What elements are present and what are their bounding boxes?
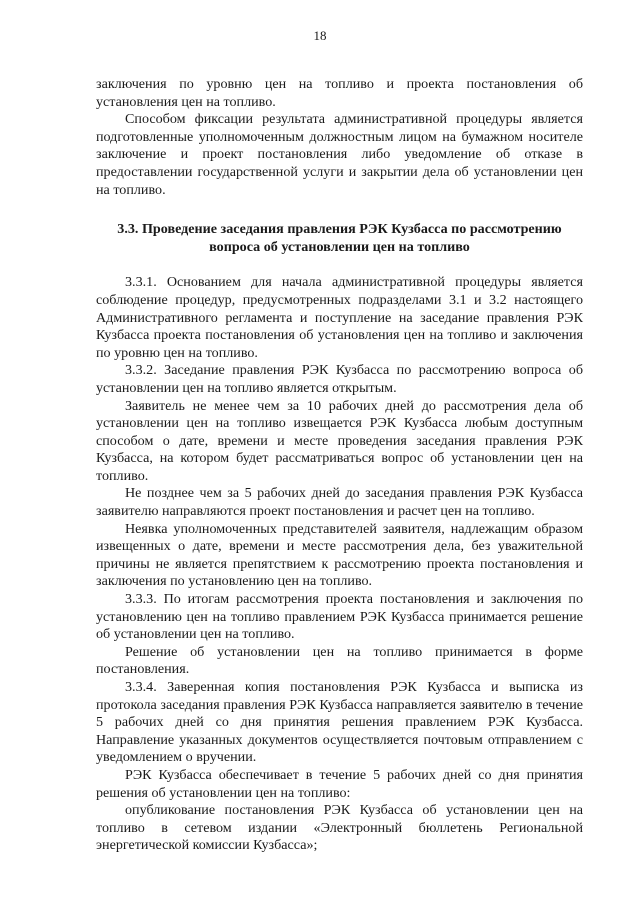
paragraph-rek-ensures: РЭК Кузбасса обеспечивает в течение 5 рабочих дней со дня принятия решения об установлении цен на топливо: <box>96 766 583 801</box>
paragraph-3-3-2: 3.3.2. Заседание правления РЭК Кузбасса по рассмотрению вопроса об установлении цен на топливо является открытым. <box>96 362 583 396</box>
paragraph-project-sending: Не позднее чем за 5 рабочих дней до заседания правления РЭК Кузбасса заявителю направляются проект постановления и расчет цен на топливо. <box>96 485 583 520</box>
paragraph-fixation-method: Способом фиксации результата административной процедуры является подготовленные уполномоченным должностным лицом на бумажном носителе заключение и проект постановления либо уведомление об отказе в предоставлении государственной услуги и закрытии дела об установлении цен на топливо. <box>96 111 583 198</box>
paragraph-continuation: заключения по уровню цен на топливо и проекта постановления об установления цен на топливо. <box>96 76 583 110</box>
page-number: 18 <box>313 28 327 43</box>
paragraph-decision-form: Решение об установлении цен на топливо принимается в форме постановления. <box>96 643 583 678</box>
document-body <box>96 76 583 855</box>
paragraph-3-3-3: 3.3.3. По итогам рассмотрения проекта постановления и заключения по установлению цен на топливо правлением РЭК Кузбасса принимается решение об установлении цен на топливо. <box>96 591 583 643</box>
paragraph-3-3-4: 3.3.4. Заверенная копия постановления РЭК Кузбасса и выписка из протокола заседания правления РЭК Кузбасса направляется заявителю в течение 5 рабочих дней со дня принятия решения правлением РЭК Кузбасса. Направление указанных документов осуществляется почтовым отправлением с уведомлением о вручении. <box>96 679 583 766</box>
paragraph-3-3-1: 3.3.1. Основанием для начала административной процедуры является соблюдение процедур, предусмотренных подразделами 3.1 и 3.2 настоящего Административного регламента и поступление на заседание правления РЭК Кузбасса проекта постановления об установления цен на топливо и заключения по уровню цен на топливо. <box>96 274 583 361</box>
paragraph-publication: опубликование постановления РЭК Кузбасса об установлении цен на топливо в сетевом издании «Электронный бюллетень Региональной энергетической комиссии Кузбасса»; <box>96 802 583 854</box>
section-heading: 3.3. Проведение заседания правления РЭК Кузбасса по рассмотрению вопроса об установлении цен на топливо <box>117 221 562 255</box>
paragraph-absence: Неявка уполномоченных представителей заявителя, надлежащим образом извещенных о дате, времени и месте рассмотрения дела, без уважительной причины не является препятствием к рассмотрению проекта постановления и заключения по установлению цен на топливо. <box>96 520 583 590</box>
paragraph-applicant-notice: Заявитель не менее чем за 10 рабочих дней до рассмотрения дела об установлении цен на топливо извещается РЭК Кузбасса любым доступным способом о дате, времени и месте проведения заседания правления РЭК Кузбасса, на котором будет рассматриваться вопрос об установлении цен на топливо. <box>96 397 583 484</box>
